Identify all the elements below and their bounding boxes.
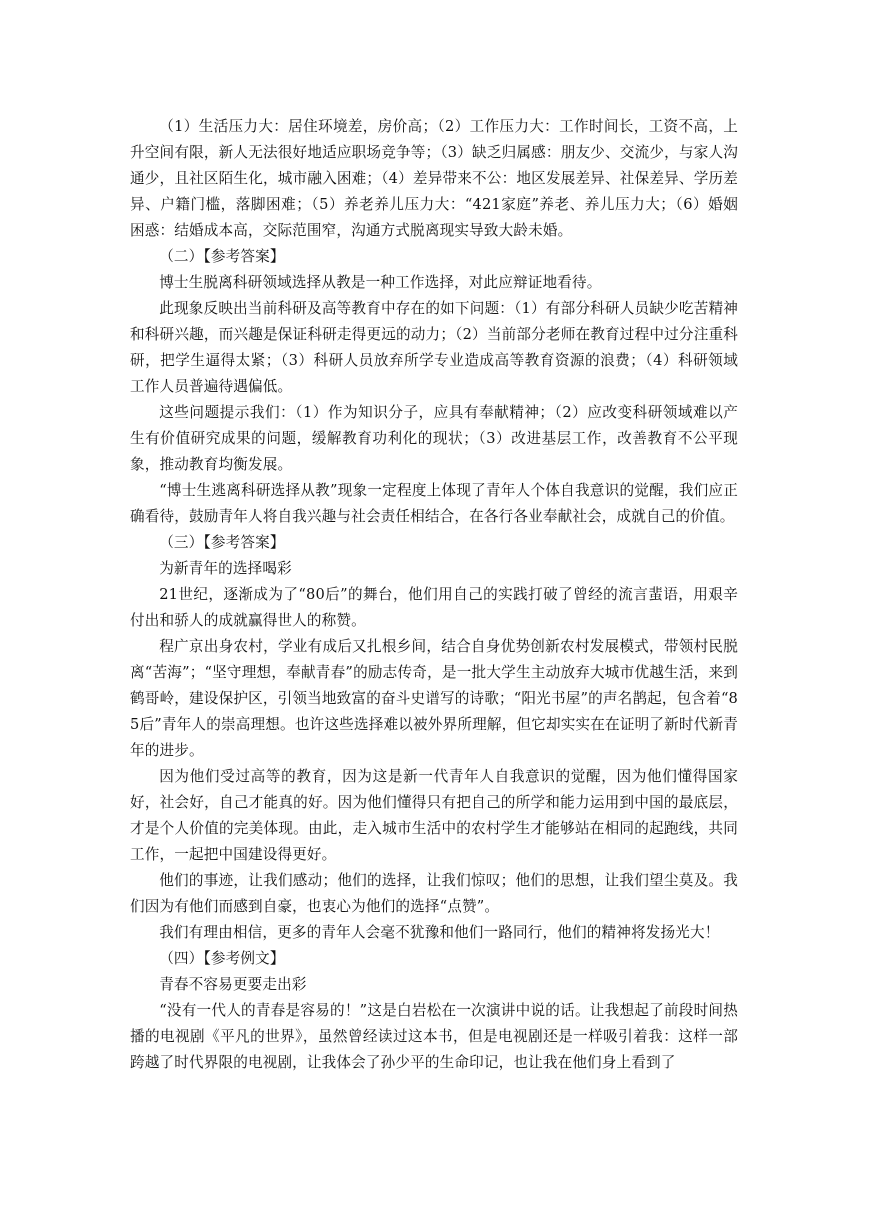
paragraph: 21世纪，逐渐成为了“80后”的舞台，他们用自己的实践打破了曾经的流言蜚语，用艰辛付出和骄人的成就赢得世人的称赞。 xyxy=(130,586,738,629)
paragraph: 这些问题提示我们：（1）作为知识分子，应具有奉献精神；（2）应改变科研领域难以产生有价值研究成果的问题，缓解教育功利化的现状；（3）改进基层工作，改善教育不公平现象，推动教育均衡发展。 xyxy=(130,404,738,473)
section-heading: （四）【参考例文】 xyxy=(159,950,285,967)
paragraph: 博士生脱离科研领域选择从教是一种工作选择，对此应辩证地看待。 xyxy=(159,274,602,291)
paragraph: “没有一代人的青春是容易的！”这是白岩松在一次演讲中说的话。让我想起了前段时间热播的电视剧《平凡的世界》，虽然曾经读过这本书，但是电视剧还是一样吸引着我：这样一部跨越了时代界限的电视剧，让我体会了孙少平的生命印记，也让我在他们身上看到了 xyxy=(130,1002,738,1071)
section-heading: （二）【参考答案】 xyxy=(159,248,285,265)
section-heading: （三）【参考答案】 xyxy=(159,534,285,551)
paragraph: （1）生活压力大：居住环境差，房价高；（2）工作压力大：工作时间长，工资不高，上升空间有限，新人无法很好地适应职场竞争等；（3）缺乏归属感：朋友少、交流少，与家人沟通少，且社区陌生化，城市融入困难；（4）差异带来不公：地区发展差异、社保差异、学历差异、户籍门槛，落脚困难；（5）养老养儿压力大：“421家庭”养老、养儿压力大；（6）婚姻困惑：结婚成本高，交际范围窄，沟通方式脱离现实导致大龄未婚。 xyxy=(130,118,738,239)
paragraph: “博士生逃离科研选择从教”现象一定程度上体现了青年人个体自我意识的觉醒，我们应正确看待，鼓励青年人将自我兴趣与社会责任相结合，在各行各业奉献社会，成就自己的价值。 xyxy=(130,482,738,525)
paragraph: 程广京出身农村，学业有成后又扎根乡间，结合自身优势创新农村发展模式，带领村民脱离“苦海”；“坚守理想，奉献青春”的励志传奇，是一批大学生主动放弃大城市优越生活，来到鹤哥岭，建设保护区，引领当地致富的奋斗史谱写的诗歌；“阳光书屋”的声名鹊起，包含着“85后”青年人的崇高理想。也许这些选择难以被外界所理解，但它却实实在在证明了新时代新青年的进步。 xyxy=(130,638,738,759)
paragraph: 我们有理由相信，更多的青年人会毫不犹豫和他们一路同行，他们的精神将发扬光大！ xyxy=(159,924,720,941)
essay-title: 青春不容易更要走出彩 xyxy=(159,976,307,993)
paragraph: 此现象反映出当前科研及高等教育中存在的如下问题：（1）有部分科研人员缺少吃苦精神和科研兴趣，而兴趣是保证科研走得更远的动力；（2）当前部分老师在教育过程中过分注重科研，把学生逼得太紧；（3）科研人员放弃所学专业造成高等教育资源的浪费；（4）科研领域工作人员普遍待遇偏低。 xyxy=(130,300,738,395)
document-page xyxy=(130,114,738,1076)
paragraph: 因为他们受过高等的教育，因为这是新一代青年人自我意识的觉醒，因为他们懂得国家好，社会好，自己才能真的好。因为他们懂得只有把自己的所学和能力运用到中国的最底层，才是个人价值的完美体现。由此，走入城市生活中的农村学生才能够站在相同的起跑线，共同工作，一起把中国建设得更好。 xyxy=(130,768,738,863)
paragraph: 他们的事迹，让我们感动；他们的选择，让我们惊叹；他们的思想，让我们望尘莫及。我们因为有他们而感到自豪，也衷心为他们的选择“点赞”。 xyxy=(130,872,738,915)
essay-title: 为新青年的选择喝彩 xyxy=(159,560,292,577)
